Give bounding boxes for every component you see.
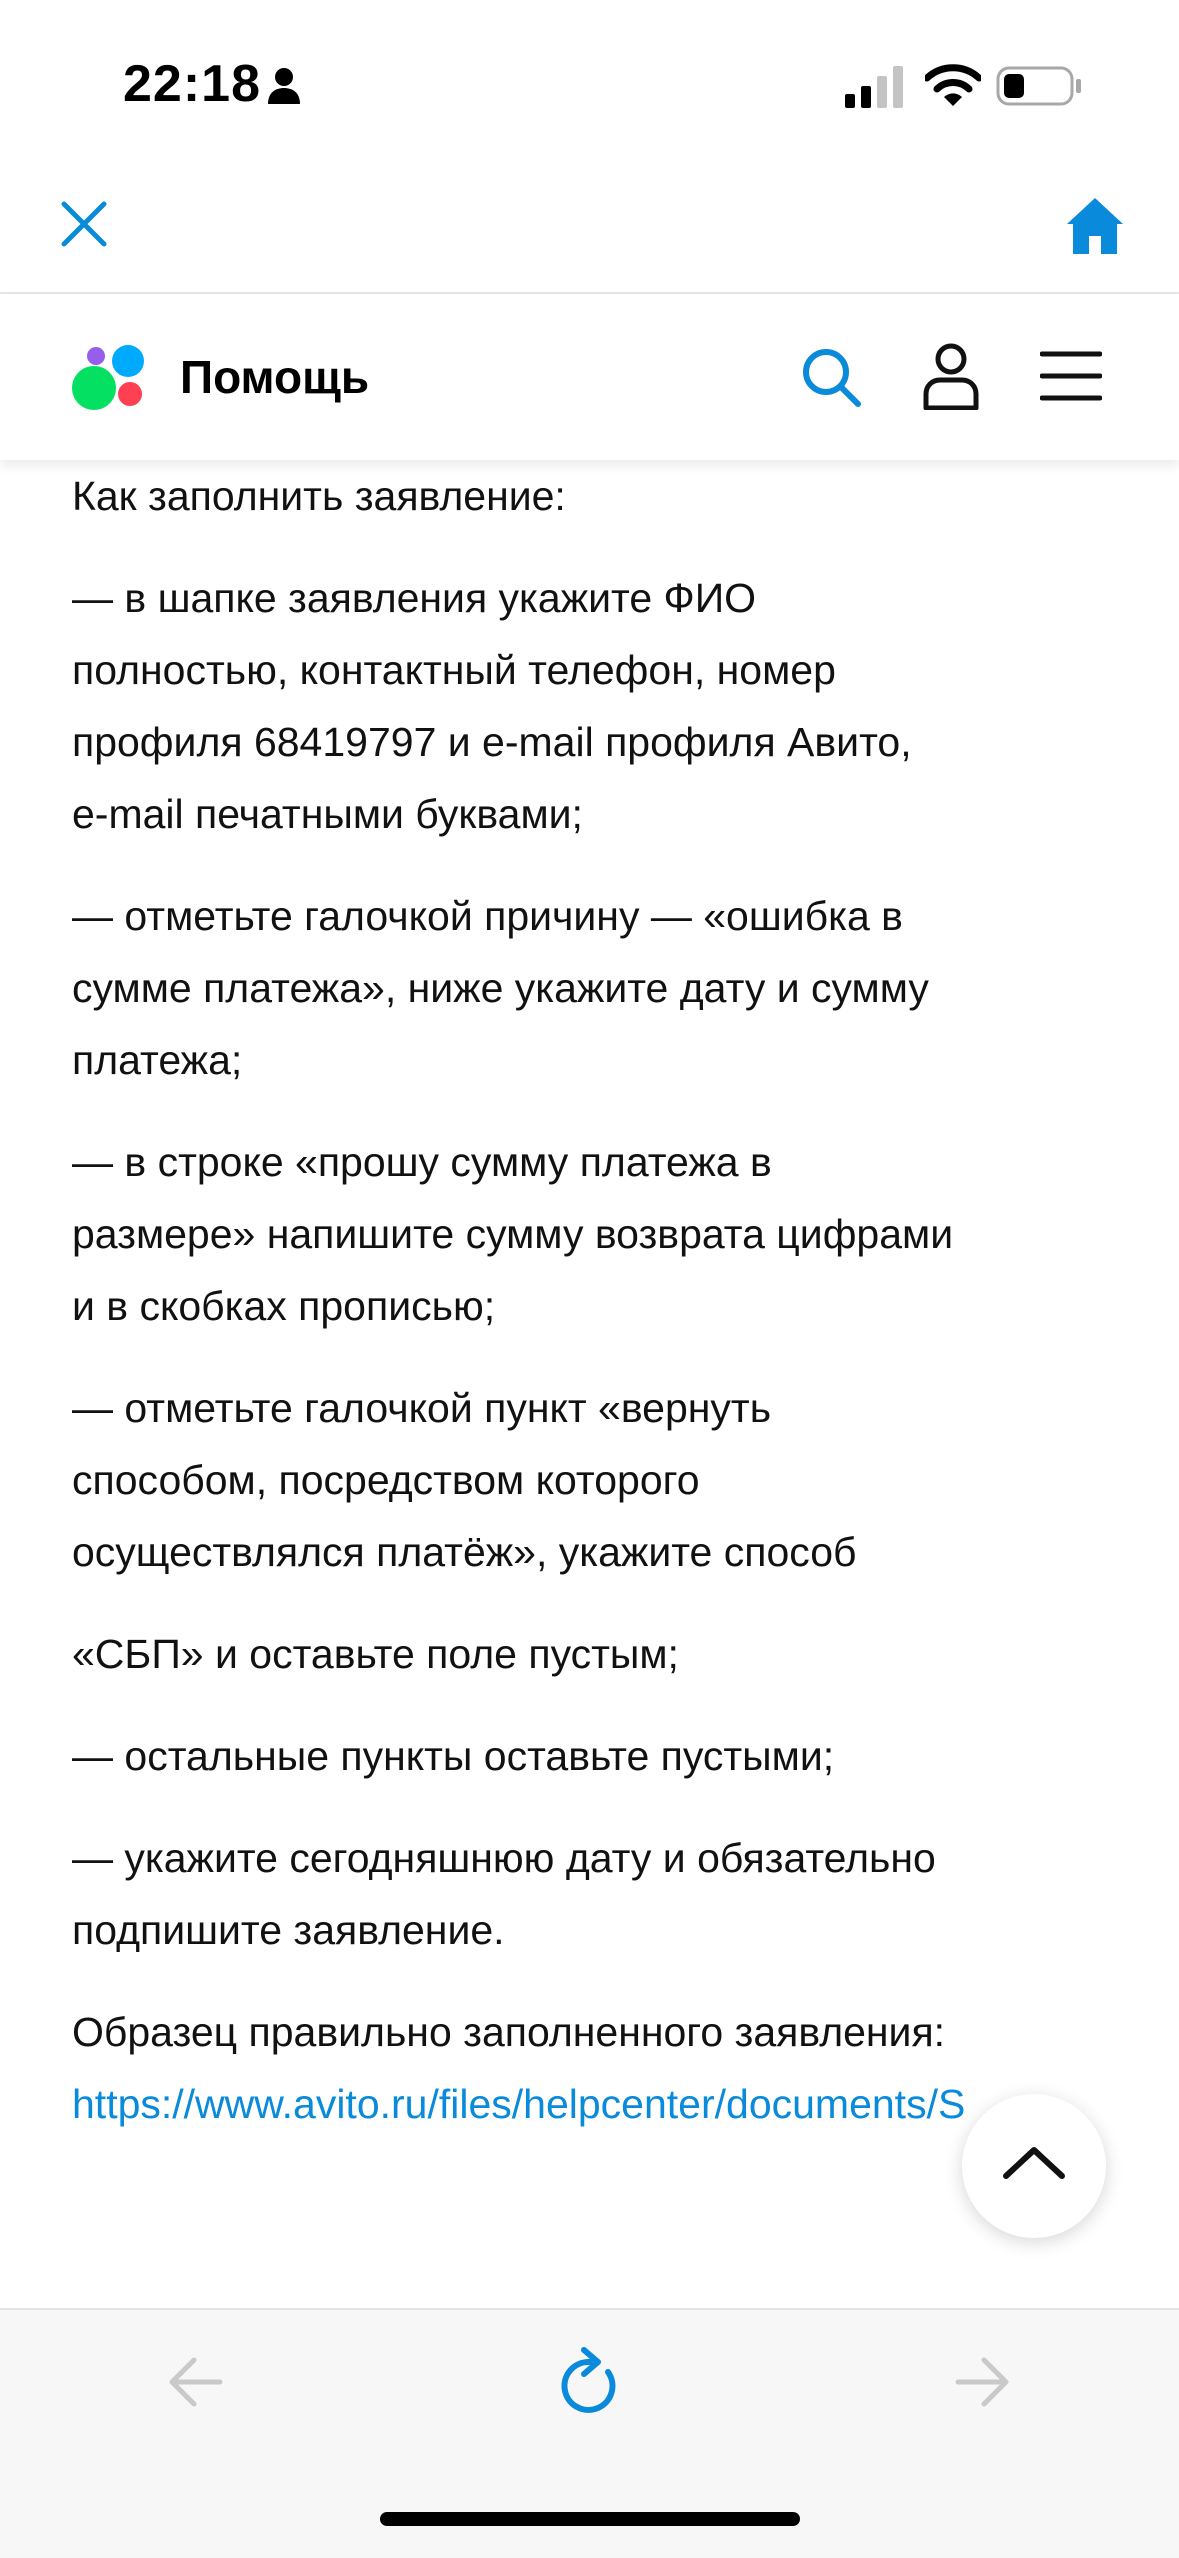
status-time: 22:18 — [123, 55, 261, 113]
browser-top-bar — [0, 150, 1179, 292]
battery-icon — [996, 64, 1082, 108]
paragraph-intro: Как заполнить заявление: — [72, 473, 566, 519]
paragraph-sample — [72, 1996, 1112, 2140]
status-bar — [0, 0, 1179, 150]
person-icon — [266, 66, 302, 106]
paragraph-date: — укажите сегодняшнюю дату и обязательно подпишите заявление. — [72, 1835, 936, 1953]
chevron-up-icon — [1002, 2142, 1066, 2182]
avito-logo[interactable] — [70, 344, 148, 414]
reload-icon[interactable] — [556, 2346, 622, 2416]
paragraph-sbp: «СБП» и оставьте поле пустым; — [72, 1631, 679, 1677]
forward-arrow-icon[interactable] — [954, 2356, 1010, 2408]
paragraph-amount: — в строке «прошу сумму платежа в размере» напишите сумму возврата цифрами и в скобках прописью; — [72, 1139, 954, 1329]
scroll-to-top-button[interactable] — [962, 2094, 1106, 2238]
home-indicator[interactable] — [380, 2512, 800, 2526]
search-icon[interactable] — [800, 346, 862, 408]
sample-label: Образец правильно заполненного заявления: — [72, 2009, 946, 2055]
site-header — [0, 294, 1179, 460]
home-icon[interactable] — [1065, 196, 1125, 256]
sample-link[interactable]: https://www.avito.ru/files/helpcenter/documents/S — [72, 2081, 966, 2127]
paragraph-header: — в шапке заявления укажите ФИО полностью, контактный телефон, номер профиля 68419797 и e-mail профиля Авито, e-mail печатными буквами; — [72, 575, 912, 837]
user-icon[interactable] — [922, 342, 980, 410]
signal-icon — [845, 66, 905, 108]
back-arrow-icon[interactable] — [168, 2356, 224, 2408]
site-title: Помощь — [180, 351, 370, 403]
paragraph-reason: — отметьте галочкой причину — «ошибка в сумме платежа», ниже укажите дату и сумму платежа; — [72, 893, 929, 1083]
wifi-icon — [925, 62, 981, 108]
help-article — [72, 460, 1112, 2170]
paragraph-other: — остальные пункты оставьте пустыми; — [72, 1733, 835, 1779]
paragraph-method: — отметьте галочкой пункт «вернуть способом, посредством которого осуществлялся платёж», укажите способ — [72, 1385, 857, 1575]
menu-icon[interactable] — [1040, 350, 1102, 402]
close-icon[interactable] — [60, 200, 108, 248]
